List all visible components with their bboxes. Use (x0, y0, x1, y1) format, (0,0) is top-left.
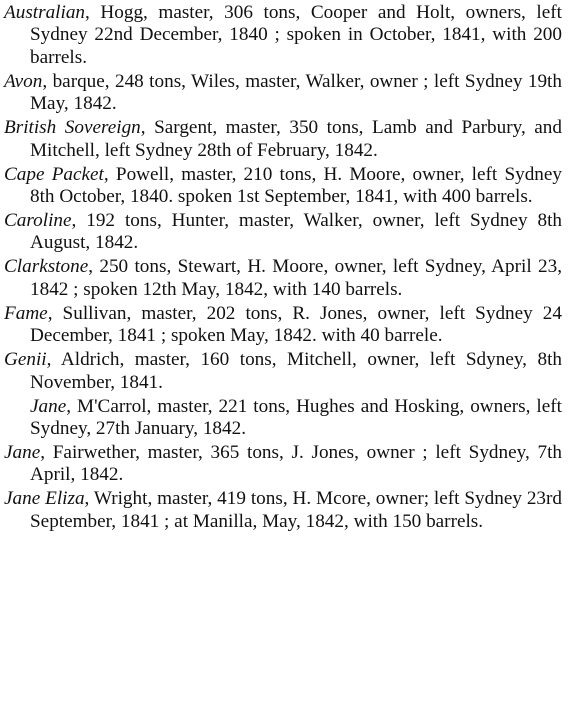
ship-entry-genii (4, 349, 562, 394)
entry-text: , Sullivan, master, 202 tons, R. Jones, owner, left Sydney 24 December, 1841 ; spoken May, 1842. with 40 barrele. (30, 302, 562, 347)
ship-entry-cape-packet (4, 164, 562, 209)
entry-text: , barque, 248 tons, Wiles, master, Walker, owner ; left Sydney 19th May, 1842. (30, 70, 562, 115)
ship-entry-australian (4, 2, 562, 69)
entry-text: , Sargent, master, 350 tons, Lamb and Parbury, and Mitchell, left Sydney 28th of February, 1842. (30, 117, 562, 161)
ship-entry-caroline (4, 210, 562, 255)
entry-text: , 250 tons, Stewart, H. Moore, owner, left Sydney, April 23, 1842 ; spoken 12th May, 1842, with 140 barrels. (30, 256, 562, 300)
entry-text: , Wright, master, 419 tons, H. Mcore, owner; left Sydney 23rd September, 1841 ; at Manilla, May, 1842, with 150 barrels. (30, 488, 562, 532)
ship-entry-british-sovereign (4, 117, 562, 162)
ship-name: British Sovereign (4, 117, 141, 139)
ship-name: Jane (4, 442, 41, 464)
ship-name: Fame (4, 302, 48, 324)
ship-name: Avon (4, 70, 43, 92)
ship-name: Cape Packet (4, 163, 104, 185)
ship-name: Clarkstone (4, 256, 89, 278)
ship-name: Caroline (4, 210, 72, 232)
ship-name: Genii (4, 349, 47, 371)
entry-text: , Powell, master, 210 tons, H. Moore, owner, left Sydney 8th October, 1840. spoken 1st September, 1841, with 400 barrels. (30, 163, 563, 208)
entry-text: , M'Carrol, master, 221 tons, Hughes and Hosking, owners, left Sydney, 27th January, 1842. (30, 395, 562, 440)
entry-text: , 192 tons, Hunter, master, Walker, owner, left Sydney 8th August, 1842. (30, 210, 562, 254)
ship-entry-fame (4, 303, 562, 348)
ship-name: Australian (4, 2, 86, 23)
ship-entry-clarkstone (4, 256, 562, 301)
ship-entry-jane-mccarrol (4, 396, 562, 441)
ship-entry-jane-fairwether (4, 442, 562, 487)
entry-text: , Hogg, master, 306 tons, Cooper and Holt, owners, left Sydney 22nd December, 1840 ; spoken in October, 1841, with 200 barrels. (30, 2, 562, 68)
ship-name: Jane (30, 395, 67, 417)
ship-name: Jane Eliza (4, 488, 85, 510)
entry-text: , Aldrich, master, 160 tons, Mitchell, owner, left Sdyney, 8th November, 1841. (30, 349, 562, 393)
ship-entry-avon (4, 71, 562, 116)
entry-text: , Fairwether, master, 365 tons, J. Jones, owner ; left Sydney, 7th April, 1842. (30, 442, 562, 486)
ship-entry-jane-eliza (4, 488, 562, 533)
